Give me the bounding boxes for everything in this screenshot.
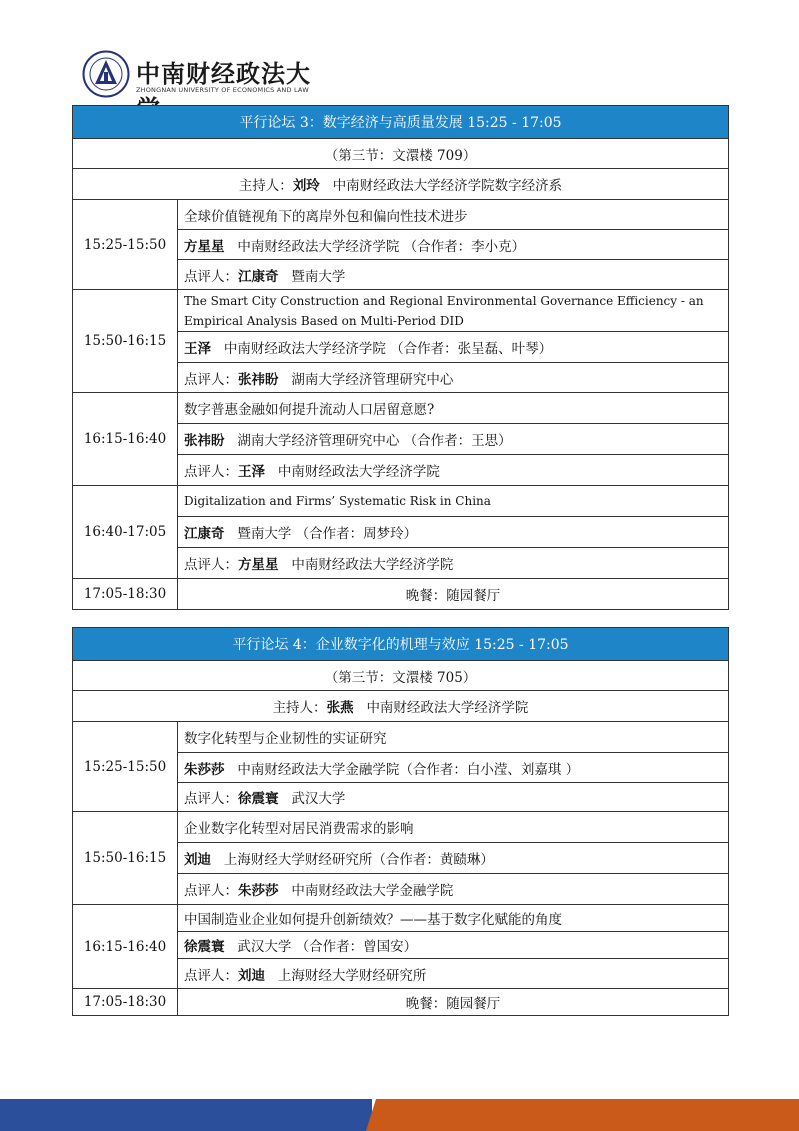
presenter-name: 徐震寰 xyxy=(184,939,225,955)
reviewer-name: 徐震寰 xyxy=(238,791,279,807)
reviewer-name: 张祎盼 xyxy=(238,371,279,388)
presenter-info: 湖南大学经济管理研究中心 （合作者：王思） xyxy=(237,433,512,449)
reviewer-name: 朱莎莎 xyxy=(238,883,279,899)
presenter-name: 王泽 xyxy=(184,341,211,357)
presenter-row xyxy=(178,230,729,260)
reviewer-affiliation: 中南财经政法大学金融学院 xyxy=(291,883,454,899)
reviewer-row xyxy=(178,455,729,486)
presenter-name: 江康奇 xyxy=(184,526,225,542)
session-time: 15:25-15:50 xyxy=(73,722,178,812)
forum3-host xyxy=(73,169,729,200)
session-time: 16:40-17:05 xyxy=(73,486,178,579)
presenter-name: 方星星 xyxy=(184,238,225,255)
dinner-time: 17:05-18:30 xyxy=(73,989,178,1016)
presenter-info: 中南财经政法大学经济学院 （合作者：张呈磊、叶琴） xyxy=(223,341,553,357)
reviewer-label: 点评人： xyxy=(184,371,238,388)
reviewer-name: 方星星 xyxy=(238,557,279,573)
dinner-info: 晚餐：随园餐厅 xyxy=(178,989,729,1016)
reviewer-row xyxy=(178,363,729,393)
paper-title: 企业数字化转型对居民消费需求的影响 xyxy=(178,812,729,843)
forum3-title: 平行论坛 3：数字经济与高质量发展 15:25 - 17:05 xyxy=(73,106,729,139)
presenter-row xyxy=(178,753,729,783)
reviewer-affiliation: 湖南大学经济管理研究中心 xyxy=(291,371,454,388)
session-time: 16:15-16:40 xyxy=(73,393,178,486)
reviewer-name: 刘迪 xyxy=(238,967,265,984)
footer-blue-bar xyxy=(0,1099,372,1131)
paper-title: 数字普惠金融如何提升流动人口居留意愿? xyxy=(178,393,729,424)
reviewer-affiliation: 中南财经政法大学经济学院 xyxy=(277,464,440,480)
host-label: 主持人： xyxy=(272,700,327,716)
host-name: 刘玲 xyxy=(292,178,320,194)
dinner-info: 晚餐：随园餐厅 xyxy=(178,579,729,610)
host-name: 张燕 xyxy=(326,700,354,716)
reviewer-label: 点评人： xyxy=(184,464,238,480)
presenter-info: 武汉大学 （合作者：曾国安） xyxy=(237,939,418,955)
presenter-info: 上海财经大学财经研究所（合作者：黄赜琳） xyxy=(223,852,494,868)
reviewer-label: 点评人： xyxy=(184,883,238,899)
presenter-name: 朱莎莎 xyxy=(184,761,225,778)
forum4-title: 平行论坛 4：企业数字化的机理与效应 15:25 - 17:05 xyxy=(73,628,729,661)
session-time: 15:50-16:15 xyxy=(73,290,178,393)
paper-title: 数字化转型与企业韧性的实证研究 xyxy=(178,722,729,753)
session-time: 15:25-15:50 xyxy=(73,200,178,290)
forum3-venue: （第三节：文澴楼 709） xyxy=(73,139,729,169)
presenter-row xyxy=(178,517,729,548)
reviewer-label: 点评人： xyxy=(184,268,238,285)
presenter-name: 刘迪 xyxy=(184,852,211,868)
session-time: 15:50-16:15 xyxy=(73,812,178,905)
presenter-row xyxy=(178,843,729,874)
reviewer-name: 江康奇 xyxy=(238,268,279,285)
reviewer-row xyxy=(178,783,729,812)
reviewer-affiliation: 武汉大学 xyxy=(291,791,346,807)
host-affiliation: 中南财经政法大学经济学院数字经济系 xyxy=(332,178,563,194)
presenter-info: 中南财经政法大学金融学院（合作者：白小滢、刘嘉琪 ） xyxy=(237,761,580,778)
reviewer-row xyxy=(178,548,729,579)
reviewer-row xyxy=(178,260,729,290)
reviewer-affiliation: 暨南大学 xyxy=(291,268,346,285)
university-seal-icon xyxy=(82,50,130,98)
dinner-time: 17:05-18:30 xyxy=(73,579,178,610)
presenter-row xyxy=(178,932,729,959)
paper-title: The Smart City Construction and Regional Environmental Governance Efficiency - an Empirical Analysis Based on Multi-Period DID xyxy=(178,290,729,332)
paper-title: 中国制造业企业如何提升创新绩效？——基于数字化赋能的角度 xyxy=(178,905,729,932)
session-time: 16:15-16:40 xyxy=(73,905,178,989)
paper-title: Digitalization and Firms’ Systematic Risk in China xyxy=(178,486,729,517)
presenter-row xyxy=(178,424,729,455)
reviewer-label: 点评人： xyxy=(184,791,238,807)
reviewer-row xyxy=(178,959,729,989)
reviewer-label: 点评人： xyxy=(184,967,238,984)
university-name-en: ZHONGNAN UNIVERSITY OF ECONOMICS AND LAW xyxy=(136,86,309,94)
footer-orange-bar xyxy=(366,1099,799,1131)
host-label: 主持人： xyxy=(238,178,293,194)
reviewer-affiliation: 上海财经大学财经研究所 xyxy=(277,967,427,984)
reviewer-name: 王泽 xyxy=(238,464,265,480)
presenter-info: 中南财经政法大学经济学院 （合作者：李小克） xyxy=(237,238,526,255)
presenter-info: 暨南大学 （合作者：周梦玲） xyxy=(237,526,418,542)
host-affiliation: 中南财经政法大学经济学院 xyxy=(366,700,529,716)
forum4-host xyxy=(73,691,729,722)
forum4-venue: （第三节：文澴楼 705） xyxy=(73,661,729,691)
reviewer-row xyxy=(178,874,729,905)
university-logo xyxy=(82,50,312,102)
paper-title: 全球价值链视角下的离岸外包和偏向性技术进步 xyxy=(178,200,729,230)
reviewer-label: 点评人： xyxy=(184,557,238,573)
forum3-table xyxy=(72,105,729,610)
forum4-table xyxy=(72,627,729,1016)
presenter-row xyxy=(178,332,729,363)
reviewer-affiliation: 中南财经政法大学经济学院 xyxy=(291,557,454,573)
presenter-name: 张祎盼 xyxy=(184,433,225,449)
university-name-cn: 中南财经政法大 xyxy=(136,59,311,88)
